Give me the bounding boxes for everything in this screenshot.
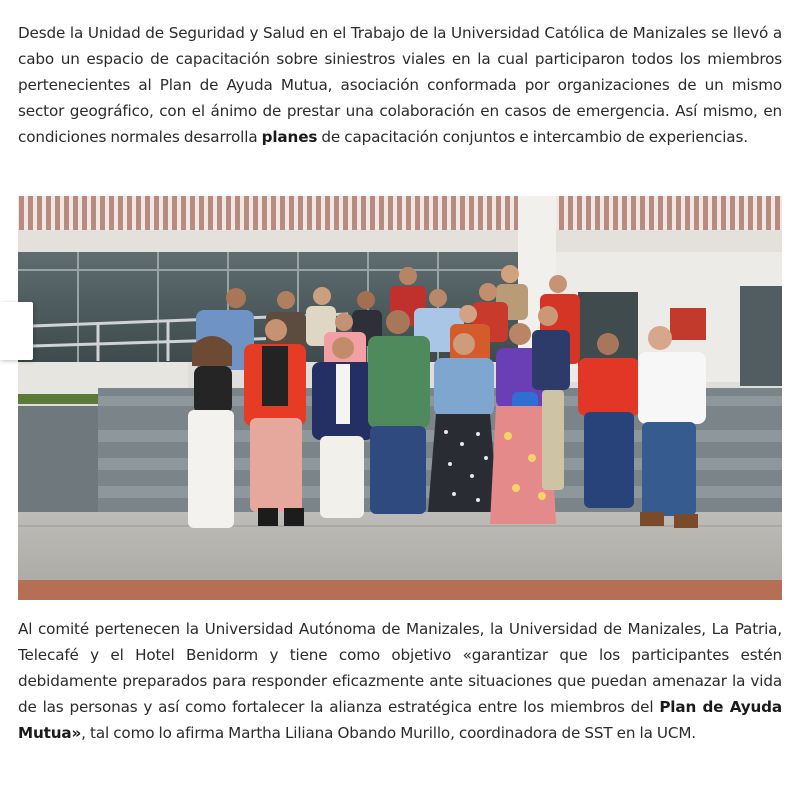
article-paragraph-committee	[18, 616, 782, 746]
side-floating-tab[interactable]	[0, 302, 33, 360]
group-photo	[18, 196, 782, 600]
intro-text-part1: Desde la Unidad de Seguridad y Salud en el Trabajo de la Universidad Católica de Manizales se llevó a cabo un espacio de capacitación sobre siniestros viales en la cual participaron todos los miembros pertenecientes al Plan de Ayuda Mutua, asociación conformada por organizaciones de un mismo sector geográfico, con el ánimo de prestar una colaboración en casos de emergencia. Así mismo, en condiciones normales desarrolla	[18, 24, 782, 146]
committee-text-part1: Al comité pertenecen la Universidad Autónoma de Manizales, la Universidad de Manizales, La Patria, Telecafé y el Hotel Benidorm y tiene como objetivo «garantizar que los participantes estén debidamente preparados para responder eficazmente ante situaciones que puedan amenazar la vida de las personas y así como fortalecer la alianza estratégica entre los miembros del	[18, 620, 782, 716]
committee-bold-plan: Plan de Ayuda Mutua»	[18, 698, 782, 742]
intro-text-part2: de capacitación conjuntos e intercambio de experiencias.	[317, 128, 748, 146]
committee-text-part2: , tal como lo afirma Martha Liliana Obando Murillo, coordinadora de SST en la UCM.	[81, 724, 696, 742]
intro-bold-planes: planes	[261, 128, 318, 146]
group-photo-illustration	[18, 196, 782, 600]
article-paragraph-intro	[18, 20, 782, 150]
